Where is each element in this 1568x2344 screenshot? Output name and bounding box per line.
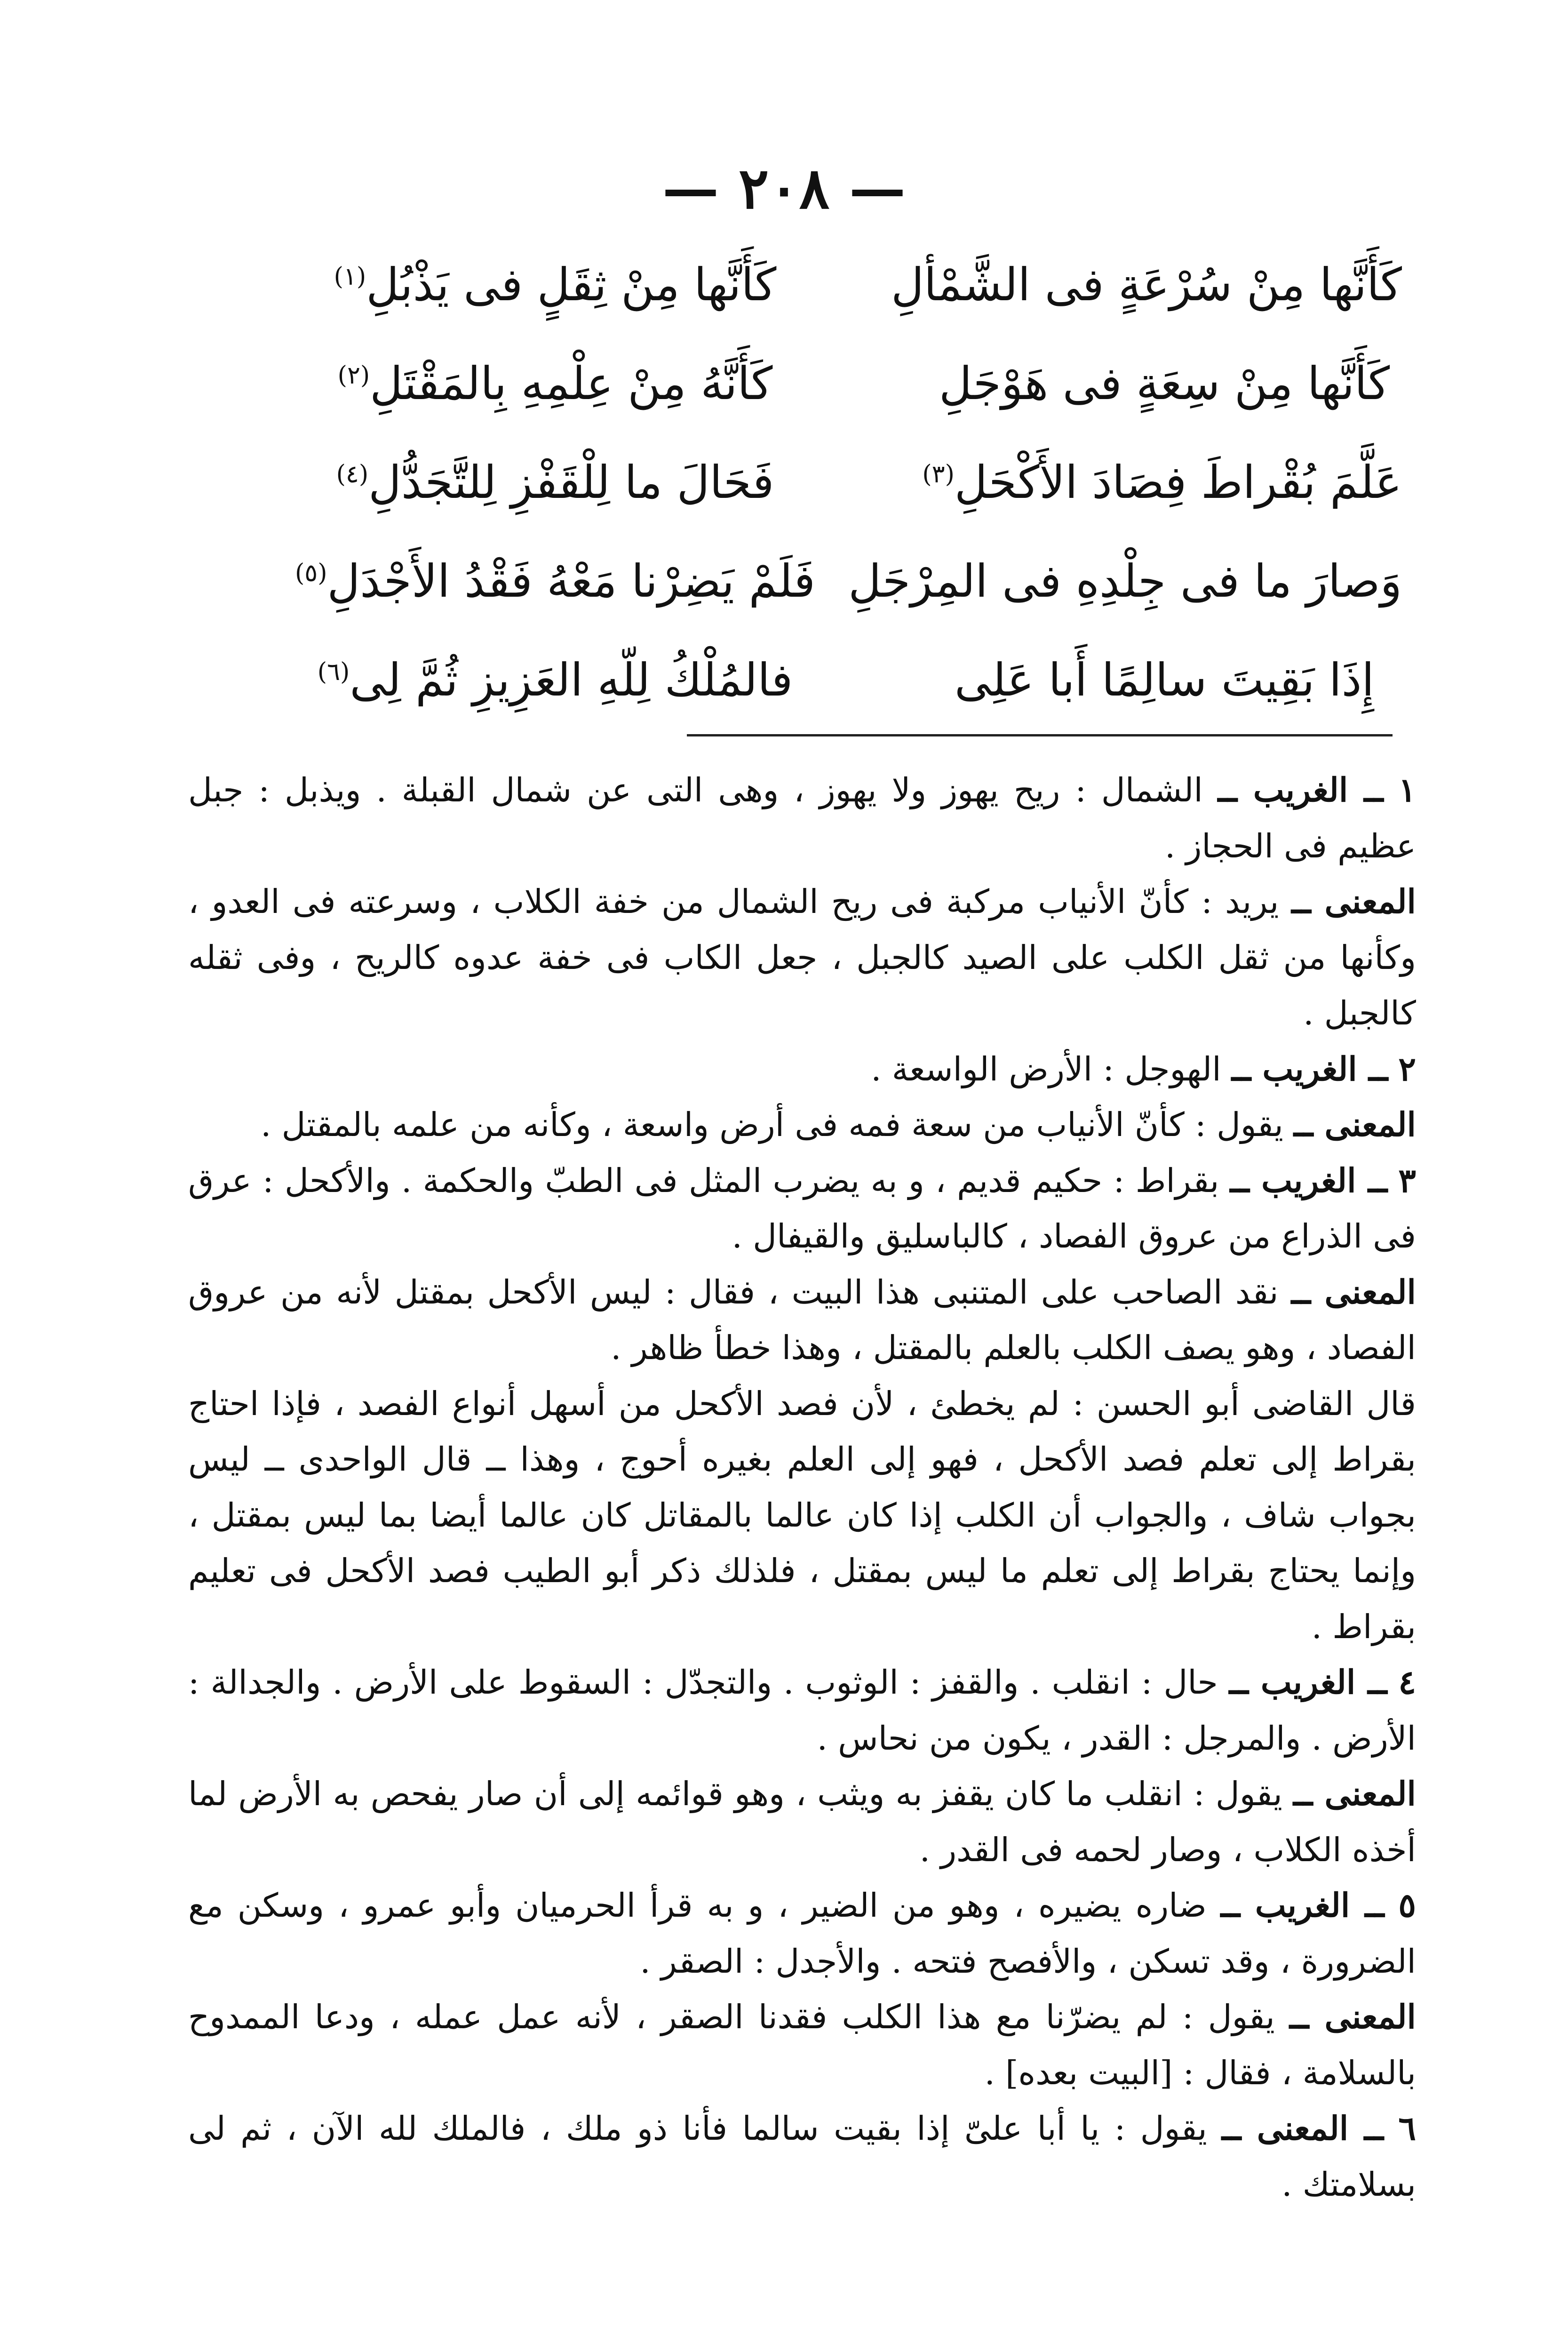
note-number: ٥ [1398, 1886, 1416, 1925]
note-number: ٣ [1398, 1160, 1416, 1200]
note-term: ــ الغريب ــ [1230, 1160, 1388, 1200]
verse-3 [263, 433, 1402, 532]
footnote-mark: (٥) [294, 559, 327, 587]
hemistich-first [848, 532, 1402, 631]
verse-5 [263, 631, 1402, 729]
note-1-gharib [188, 762, 1416, 874]
note-term: المعنى ــ [1291, 1272, 1416, 1312]
note-number: ١ [1398, 770, 1416, 809]
note-term: المعنى ــ [1294, 1105, 1416, 1144]
hemistich-first [927, 631, 1402, 729]
note-6-maana [188, 2101, 1416, 2212]
note-term: ــ الغريب ــ [1231, 1049, 1388, 1088]
hemistich-text: وَصارَ ما فى جِلْدِهِ فى المِرْجَلِ [848, 555, 1402, 608]
note-text: يقول : لم يضرّنا مع هذا الكلب فقدنا الصقر ، لأنه عمل عمله ، ودعا الممدوح بالسلامة ، فقال : [البيت بعده] . [188, 1998, 1416, 2092]
hemistich-second [263, 235, 847, 334]
hemistich-second [263, 631, 847, 729]
note-2-gharib [188, 1041, 1416, 1097]
hemistich-first [927, 334, 1402, 433]
note-3-gharib [188, 1153, 1416, 1264]
hemistich-text: كَأَنَّها مِنْ ثِقَلٍ فى يَذْبُلِ [366, 258, 777, 311]
hemistich-text: كَأَنَّها مِنْ سِعَةٍ فى هَوْجَلِ [939, 357, 1390, 410]
note-text: بقراط : حكيم قديم ، و به يضرب المثل فى الطبّ والحكمة . والأكحل : عرق فى الذراع من عروق الفصاد ، كالباسليق والقيفال . [188, 1161, 1416, 1256]
hemistich-first [891, 235, 1402, 334]
verse-1 [263, 235, 1402, 334]
note-number: ٦ [1398, 2109, 1416, 2148]
hemistich-second [263, 532, 847, 631]
note-text: يقول : يا أبا علىّ إذا بقيت سالما فأنا ذو ملك ، فالملك لله الآن ، ثم لى بسلامتك . [188, 2109, 1416, 2204]
hemistich-text: فالمُلْكُ لِلّهِ العَزِيزِ ثُمَّ لِى [350, 654, 793, 706]
note-term: ــ الغريب ــ [1218, 770, 1384, 809]
note-text: يقول : انقلب ما كان يقفز به ويثب ، وهو قوائمه إلى أن صار يفحص به الأرض لما أخذه الكلاب ، وصار لحمه فى القدر . [188, 1775, 1416, 1869]
verse-2 [263, 334, 1402, 433]
hemistich-text: كَأَنَّهُ مِنْ عِلْمِهِ بِالمَقْتَلِ [370, 357, 773, 410]
hemistich-first [922, 433, 1402, 532]
hemistich-text: عَلَّمَ بُقْراطَ فِصَادَ الأَكْحَلِ [954, 456, 1402, 509]
footnote-mark: (٢) [337, 361, 370, 390]
note-text: يقول : كأنّ الأنياب من سعة فمه فى أرض واسعة ، وكأنه من علمه بالمقتل . [261, 1105, 1283, 1144]
note-text: يريد : كأنّ الأنياب مركبة فى ريح الشمال من خفة الكلاب ، وسرعته فى العدو ، وكأنها من ثقل الكلب على الصيد كالجبل ، جعل الكاب فى خفة عدوه كالريح ، وفى ثقله كالجبل . [188, 882, 1416, 1032]
note-term: المعنى ــ [1291, 882, 1416, 921]
note-number: ٤ [1398, 1663, 1416, 1702]
note-number: ٢ [1398, 1049, 1416, 1088]
note-text: الشمال : ريح يهوز ولا يهوز ، وهى التى عن شمال القبلة . ويذبل : جبل عظيم فى الحجاز . [188, 771, 1416, 865]
note-3-qadi [188, 1376, 1416, 1655]
note-text: الهوجل : الأرض الواسعة . [871, 1049, 1221, 1088]
hemistich-second [263, 334, 847, 433]
note-4-gharib [188, 1655, 1416, 1766]
poem [263, 235, 1402, 729]
separator-rule [687, 734, 1393, 736]
note-term: المعنى ــ [1289, 1997, 1416, 2036]
note-term: ــ الغريب ــ [1220, 1886, 1385, 1925]
note-text: نقد الصاحب على المتنبى هذا البيت ، فقال : ليس الأكحل بمقتل لأنه من عروق الفصاد ، وهو يصف الكلب بالعلم بالمقتل ، وهذا خطأ ظاهر . [188, 1272, 1416, 1367]
footnote-mark: (٤) [336, 460, 369, 488]
commentary [188, 762, 1416, 2212]
note-term: ــ الغريب ــ [1229, 1663, 1387, 1702]
note-term: ــ المعنى ــ [1222, 2109, 1384, 2148]
footnote-mark: (١) [334, 263, 366, 291]
note-5-maana [188, 1989, 1416, 2101]
hemistich-text: فَحَالَ ما لِلْقَفْزِ لِلتَّجَدُّلِ [368, 456, 774, 509]
hemistich-second [263, 433, 847, 532]
note-2-maana [188, 1097, 1416, 1153]
note-3-maana [188, 1264, 1416, 1376]
verse-4 [263, 532, 1402, 631]
footnote-mark: (٦) [317, 658, 350, 686]
hemistich-text: إِذَا بَقِيتَ سالِمًا أَبا عَلِى [954, 654, 1375, 706]
note-5-gharib [188, 1878, 1416, 1989]
page-number: — ٢٠٨ — [662, 155, 906, 222]
note-1-maana [188, 874, 1416, 1041]
note-text: ضاره يضيره ، وهو من الضير ، و به قرأ الحرميان وأبو عمرو ، وسكن مع الضرورة ، وقد تسكن ، والأفصح فتحه . والأجدل : الصقر . [188, 1886, 1416, 1981]
hemistich-text: كَأَنَّها مِنْ سُرْعَةٍ فى الشَّمْألِ [891, 258, 1402, 311]
footnote-mark: (٣) [922, 460, 955, 488]
note-4-maana [188, 1766, 1416, 1878]
note-term: المعنى ــ [1293, 1774, 1416, 1813]
note-text: قال القاضى أبو الحسن : لم يخطئ ، لأن فصد الأكحل من أسهل أنواع الفصد ، فإذا احتاج بقراط إلى تعلم فصد الأكحل ، فهو إلى العلم بغيره أحوج ، وهذا ــ قال الواحدى ــ ليس بجواب شاف ، والجواب أن الكلب إذا كان عالما بالمقاتل كان عالما أيضا بما ليس بمقتل ، وإنما يحتاج بقراط إلى تعلم ما ليس بمقتل ، فلذلك ذكر أبو الطيب فصد الأكحل فى تعليم بقراط . [188, 1384, 1416, 1646]
hemistich-text: فَلَمْ يَضِرْنا مَعْهُ فَقْدُ الأَجْدَلِ [327, 555, 815, 608]
note-text: حال : انقلب . والقفز : الوثوب . والتجدّل : السقوط على الأرض . والجدالة : الأرض . والمرجل : القدر ، يكون من نحاس . [188, 1663, 1416, 1758]
